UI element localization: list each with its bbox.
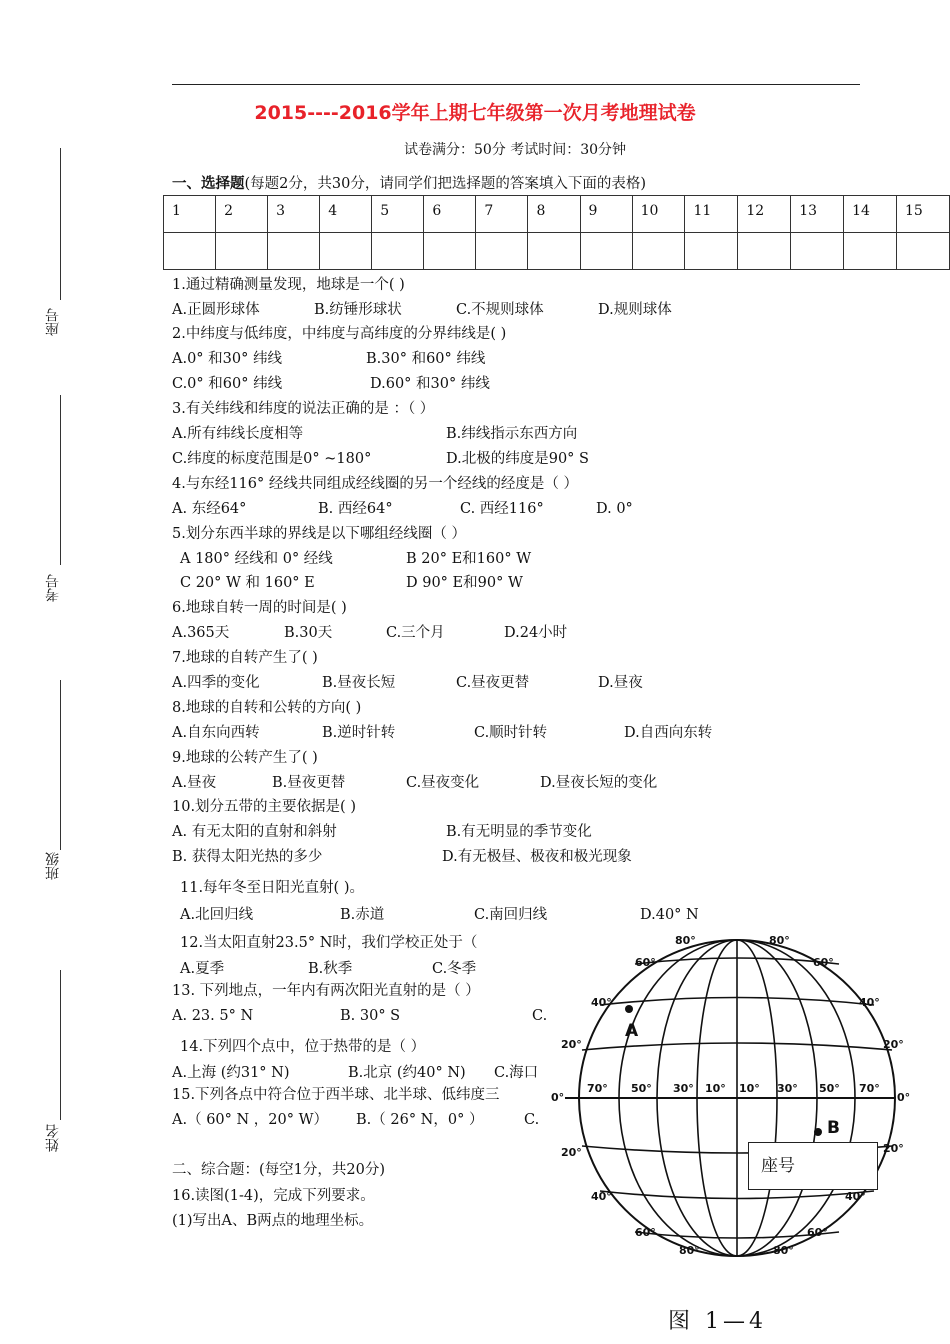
answer-header: 5 [372, 196, 424, 233]
answer-header: 2 [216, 196, 268, 233]
q12-option-a: A.夏季 [180, 961, 225, 977]
q4-option-a: A. 东经64° [172, 501, 247, 517]
equator-label: 10° [739, 1082, 760, 1095]
answer-cell[interactable] [896, 233, 949, 270]
globe-figure [545, 928, 915, 1268]
side-label-exam-no: 考号 [45, 574, 61, 602]
question-1-stem: 1.通过精确测量发现，地球是一个( ) [172, 277, 405, 293]
q15-option-b: B.（ 26° N，0° ） [356, 1112, 484, 1128]
q5-option-b: B 20° E和160° W [406, 551, 532, 567]
header-rule [172, 84, 860, 85]
lat-right-label: 60° [807, 1226, 828, 1239]
q3-option-b: B.纬线指示东西方向 [446, 426, 578, 442]
q5-option-c: C 20° W 和 160° E [180, 575, 315, 591]
lat-left-label: 60° [635, 1226, 656, 1239]
q1-option-b: B.纺锤形球状 [314, 302, 402, 318]
question-6-stem: 6.地球自转一周的时间是( ) [172, 600, 347, 616]
answer-header: 3 [268, 196, 320, 233]
name-rule [60, 970, 61, 1120]
lat-right-label: 20° [883, 1142, 904, 1155]
answer-header: 12 [738, 196, 791, 233]
q6-option-c: C.三个月 [386, 625, 445, 641]
equator-label: 30° [777, 1082, 798, 1095]
q15-option-c: C. [524, 1112, 540, 1128]
q11-option-c: C.南回归线 [474, 907, 548, 923]
answer-header: 13 [791, 196, 844, 233]
side-label-class: 班级 [45, 852, 61, 880]
lat-right-label: 60° [813, 956, 834, 969]
point-a-label: A [625, 1021, 639, 1041]
q14-option-b: B.北京 (约40° N) [348, 1065, 466, 1081]
q4-option-c: C. 西经116° [460, 501, 544, 517]
section1-heading: 一、选择题(每题2分，共30分，请同学们把选择题的答案填入下面的表格) [172, 176, 646, 192]
answer-cell[interactable] [164, 233, 216, 270]
q3-option-c: C.纬度的标度范围是0° ~180° [172, 451, 372, 467]
answer-header: 6 [424, 196, 476, 233]
lat-right-label: 40° [845, 1190, 866, 1203]
q8-option-c: C.顺时针转 [474, 725, 548, 741]
question-12-stem: 12.当太阳直射23.5° N时，我们学校正处于（ [180, 935, 478, 951]
q12-option-b: B.秋季 [308, 961, 353, 977]
q9-option-b: B.昼夜更替 [272, 775, 346, 791]
answer-header: 14 [844, 196, 897, 233]
question-10-stem: 10.划分五带的主要依据是( ) [172, 799, 356, 815]
q10-option-d: D.有无极昼、极夜和极光现象 [442, 849, 632, 865]
q10-option-c: B. 获得太阳光热的多少 [172, 849, 323, 865]
q6-option-d: D.24小时 [504, 625, 568, 641]
equator-label: 10° [705, 1082, 726, 1095]
lat-left-label: 40° [591, 996, 612, 1009]
bottom-label: 80° [773, 1244, 794, 1257]
seat-rule [60, 148, 61, 300]
question-16-stem: 16.读图(1-4)，完成下列要求。 [172, 1188, 375, 1204]
q11-option-a: A.北回归线 [180, 907, 254, 923]
answer-cell[interactable] [320, 233, 372, 270]
question-11-stem: 11.每年冬至日阳光直射( )。 [180, 880, 364, 896]
lat-left-label: 60° [635, 956, 656, 969]
q14-option-c: C.海口 [494, 1065, 539, 1081]
equator-label: 70° [587, 1082, 608, 1095]
exam-no-rule [60, 395, 61, 565]
figure-caption: 图 1—4 [668, 1309, 767, 1334]
q6-option-a: A.365天 [172, 625, 230, 641]
answer-table [163, 195, 950, 270]
q11-option-b: B.赤道 [340, 907, 385, 923]
q12-option-c: C.冬季 [432, 961, 477, 977]
question-14-stem: 14.下列四个点中，位于热带的是（ ） [180, 1039, 426, 1055]
q3-option-a: A.所有纬线长度相等 [172, 426, 304, 442]
answer-header: 11 [685, 196, 738, 233]
lat-left-label: 20° [561, 1038, 582, 1051]
q9-option-d: D.昼夜长短的变化 [540, 775, 658, 791]
q10-option-a: A. 有无太阳的直射和斜射 [172, 824, 337, 840]
answer-header: 9 [580, 196, 632, 233]
question-5-stem: 5.划分东西半球的界线是以下哪组经线圈（ ） [172, 526, 466, 542]
answer-header: 1 [164, 196, 216, 233]
q8-option-d: D.自西向东转 [624, 725, 713, 741]
q1-option-a: A.正圆形球体 [172, 302, 260, 318]
q9-option-c: C.昼夜变化 [406, 775, 480, 791]
question-4-stem: 4.与东经116° 经线共同组成经线圈的另一个经线的经度是（ ） [172, 476, 578, 492]
answer-header: 4 [320, 196, 372, 233]
q3-option-d: D.北极的纬度是90° S [446, 451, 589, 467]
q4-option-d: D. 0° [596, 501, 633, 517]
seat-number-box[interactable] [748, 1142, 878, 1190]
q13-option-a: A. 23. 5° N [172, 1008, 254, 1024]
q1-option-d: D.规则球体 [598, 302, 672, 318]
bottom-label: 80° [679, 1244, 700, 1257]
question-8-stem: 8.地球的自转和公转的方向( ) [172, 700, 362, 716]
q1-option-c: C.不规则球体 [456, 302, 544, 318]
point-b-label: B [827, 1118, 840, 1138]
q8-option-a: A.自东向西转 [172, 725, 260, 741]
equator-label: 30° [673, 1082, 694, 1095]
side-label-name: 姓名 [45, 1124, 61, 1152]
equator-label: 50° [819, 1082, 840, 1095]
page-title: 2015----2016学年上期七年级第一次月考地理试卷 [254, 102, 696, 124]
answer-cell[interactable] [476, 233, 528, 270]
q2-option-b: B.30° 和60° 纬线 [366, 351, 486, 367]
lat-left-label: 20° [561, 1146, 582, 1159]
lat-right-label: 0° [897, 1091, 911, 1104]
lat-right-label: 40° [859, 996, 880, 1009]
q7-option-a: A.四季的变化 [172, 675, 260, 691]
q5-option-d: D 90° E和90° W [406, 575, 523, 591]
answer-cell[interactable] [844, 233, 897, 270]
equator-label: 70° [859, 1082, 880, 1095]
question-2-stem: 2.中纬度与低纬度，中纬度与高纬度的分界纬线是( ) [172, 326, 507, 342]
q15-option-a: A.（ 60° N ，20° W） [172, 1112, 329, 1128]
q4-option-b: B. 西经64° [318, 501, 393, 517]
q7-option-c: C.昼夜更替 [456, 675, 530, 691]
q9-option-a: A.昼夜 [172, 775, 217, 791]
answer-cell[interactable] [791, 233, 844, 270]
q5-option-a: A 180° 经线和 0° 经线 [180, 551, 333, 567]
answer-header: 8 [528, 196, 580, 233]
q2-option-c: C.0° 和60° 纬线 [172, 376, 283, 392]
q6-option-b: B.30天 [284, 625, 333, 641]
question-3-stem: 3.有关纬线和纬度的说法正确的是 ：（ ） [172, 401, 435, 417]
section2-heading: 二、综合题：(每空1分，共20分) [172, 1162, 385, 1178]
lat-right-label: 20° [883, 1038, 904, 1051]
q10-option-b: B.有无明显的季节变化 [446, 824, 592, 840]
point-a-marker [625, 1005, 633, 1013]
q14-option-a: A.上海 (约31° N) [172, 1065, 290, 1081]
top-label: 80° [675, 934, 696, 947]
q7-option-d: D.昼夜 [598, 675, 643, 691]
q2-option-a: A.0° 和30° 纬线 [172, 351, 282, 367]
question-13-stem: 13. 下列地点，一年内有两次阳光直射的是（ ） [172, 983, 480, 999]
answer-cell[interactable] [216, 233, 268, 270]
q7-option-b: B.昼夜长短 [322, 675, 396, 691]
q13-option-c: C. [532, 1008, 548, 1024]
answer-cell[interactable] [528, 233, 580, 270]
lat-left-label: 40° [591, 1190, 612, 1203]
exam-info: 试卷满分：50分 考试时间：30分钟 [403, 142, 627, 158]
question-16-part-1: (1)写出A、B两点的地理坐标。 [172, 1213, 374, 1229]
equator-label: 50° [631, 1082, 652, 1095]
top-label: 80° [769, 934, 790, 947]
answer-cell[interactable] [580, 233, 632, 270]
q11-option-d: D.40° N [640, 907, 699, 923]
seat-number-label: 座号 [761, 1156, 795, 1176]
answer-cell[interactable] [424, 233, 476, 270]
q8-option-b: B.逆时针转 [322, 725, 396, 741]
answer-cell[interactable] [738, 233, 791, 270]
q13-option-b: B. 30° S [340, 1008, 401, 1024]
answer-header: 10 [632, 196, 685, 233]
class-rule [60, 680, 61, 850]
point-b-marker [814, 1128, 822, 1136]
answer-cell[interactable] [372, 233, 424, 270]
q2-option-d: D.60° 和30° 纬线 [370, 376, 490, 392]
answer-header: 15 [896, 196, 949, 233]
answer-cell[interactable] [685, 233, 738, 270]
side-label-seat: 座号 [45, 308, 61, 336]
question-7-stem: 7.地球的自转产生了( ) [172, 650, 318, 666]
question-15-stem: 15.下列各点中符合位于西半球、北半球、低纬度三 [172, 1087, 500, 1103]
lat-left-label: 0° [551, 1091, 565, 1104]
answer-cell[interactable] [268, 233, 320, 270]
answer-header: 7 [476, 196, 528, 233]
answer-cell[interactable] [632, 233, 685, 270]
question-9-stem: 9.地球的公转产生了( ) [172, 750, 318, 766]
